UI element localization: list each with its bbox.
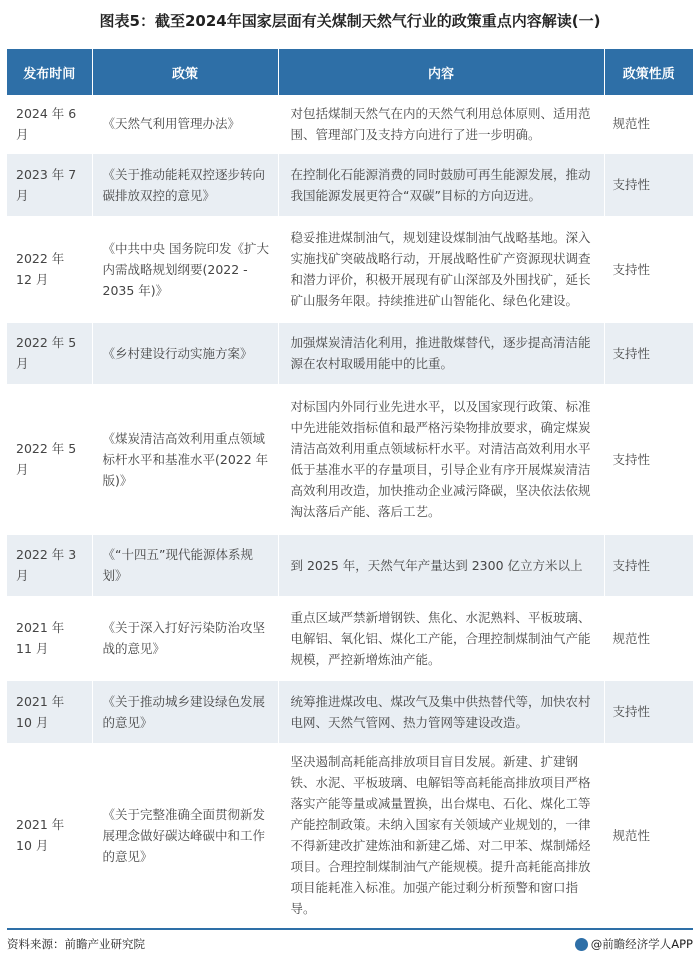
cell-content: 到 2025 年，天然气年产量达到 2300 亿立方米以上: [278, 534, 604, 596]
cell-nature: 规范性: [604, 743, 693, 927]
table-header-row: [7, 49, 693, 95]
cell-policy: 《煤炭清洁高效利用重点领域标杆水平和基准水平(2022 年版)》: [92, 384, 278, 534]
table-row: [7, 216, 693, 322]
cell-content: 在控制化石能源消费的同时鼓励可再生能源发展，推动我国能源发展更符合“双碳”目标的方向迈进。: [278, 153, 604, 216]
cell-policy: 《关于推动城乡建设绿色发展的意见》: [92, 680, 278, 743]
cell-policy: 《关于推动能耗双控逐步转向碳排放双控的意见》: [92, 153, 278, 216]
cell-date: 2022 年 5 月: [7, 384, 92, 534]
cell-policy: 《乡村建设行动实施方案》: [92, 322, 278, 384]
policy-table: [7, 49, 693, 928]
cell-date: 2022 年 12 月: [7, 216, 92, 322]
cell-date: 2021 年 11 月: [7, 596, 92, 680]
cell-policy: 《中共中央 国务院印发《扩大内需战略规划纲要(2022 - 2035 年)》: [92, 216, 278, 322]
table-row: [7, 680, 693, 743]
cell-date: 2022 年 5 月: [7, 322, 92, 384]
footer: [7, 928, 693, 952]
cell-date: 2024 年 6 月: [7, 95, 92, 153]
cell-nature: 支持性: [604, 680, 693, 743]
table-row: [7, 534, 693, 596]
cell-policy: 《天然气利用管理办法》: [92, 95, 278, 153]
table-row: [7, 743, 693, 927]
cell-policy: 《关于深入打好污染防治攻坚战的意见》: [92, 596, 278, 680]
cell-nature: 规范性: [604, 596, 693, 680]
table-row: [7, 384, 693, 534]
header-content: 内容: [278, 49, 604, 95]
header-date: 发布时间: [7, 49, 92, 95]
brand-logo-icon: [575, 938, 588, 951]
cell-content: 对标国内外同行业先进水平，以及国家现行政策、标准中先进能效指标值和最严格污染物排放要求，确定煤炭清洁高效利用重点领域标杆水平。对清洁高效利用水平低于基准水平的存量项目，引导企业有序开展煤炭清洁高效利用改造，加快推动企业减污降碳，坚决依法依规淘汰落后产能、落后工艺。: [278, 384, 604, 534]
cell-nature: 支持性: [604, 322, 693, 384]
cell-date: 2022 年 3 月: [7, 534, 92, 596]
cell-date: 2021 年 10 月: [7, 743, 92, 927]
cell-nature: 支持性: [604, 534, 693, 596]
cell-nature: 支持性: [604, 384, 693, 534]
header-policy: 政策: [92, 49, 278, 95]
table-row: [7, 596, 693, 680]
cell-date: 2021 年 10 月: [7, 680, 92, 743]
cell-policy: 《关于完整准确全面贯彻新发展理念做好碳达峰碳中和工作的意见》: [92, 743, 278, 927]
source-note: 资料来源：前瞻产业研究院: [7, 937, 145, 951]
table-row: [7, 322, 693, 384]
cell-content: 重点区域严禁新增钢铁、焦化、水泥熟料、平板玻璃、电解铝、氧化铝、煤化工产能，合理控制煤制油气产能规模，严控新增炼油产能。: [278, 596, 604, 680]
cell-nature: 支持性: [604, 153, 693, 216]
brand-label: @前瞻经济学人APP: [590, 937, 693, 951]
cell-content: 稳妥推进煤制油气，规划建设煤制油气战略基地。深入实施找矿突破战略行动，开展战略性矿产资源现状调查和潜力评价，积极开展现有矿山深部及外围找矿，延长矿山服务年限。持续推进矿山智能化、绿色化建设。: [278, 216, 604, 322]
cell-date: 2023 年 7 月: [7, 153, 92, 216]
cell-content: 加强煤炭清洁化利用，推进散煤替代，逐步提高清洁能源在农村取暖用能中的比重。: [278, 322, 604, 384]
cell-content: 统筹推进煤改电、煤改气及集中供热替代等，加快农村电网、天然气管网、热力管网等建设改造。: [278, 680, 604, 743]
cell-policy: 《“十四五”现代能源体系规划》: [92, 534, 278, 596]
chart-title: 图表5：截至2024年国家层面有关煤制天然气行业的政策重点内容解读(一): [99, 11, 601, 30]
table-row: [7, 153, 693, 216]
header-nature: 政策性质: [604, 49, 693, 95]
cell-content: 对包括煤制天然气在内的天然气利用总体原则、适用范围、管理部门及支持方向进行了进一步明确。: [278, 95, 604, 153]
cell-content: 坚决遏制高耗能高排放项目盲目发展。新建、扩建钢铁、水泥、平板玻璃、电解铝等高耗能高排放项目严格落实产能等量或减量置换，出台煤电、石化、煤化工等产能控制政策。未纳入国家有关领域产业规划的，一律不得新建改扩建炼油和新建乙烯、对二甲苯、煤制烯烃项目。合理控制煤制油气产能规模。提升高耗能高排放项目能耗准入标准。加强产能过剩分析预警和窗口指导。: [278, 743, 604, 927]
cell-nature: 规范性: [604, 95, 693, 153]
brand-credit: [575, 936, 693, 952]
cell-nature: 支持性: [604, 216, 693, 322]
table-row: [7, 95, 693, 153]
